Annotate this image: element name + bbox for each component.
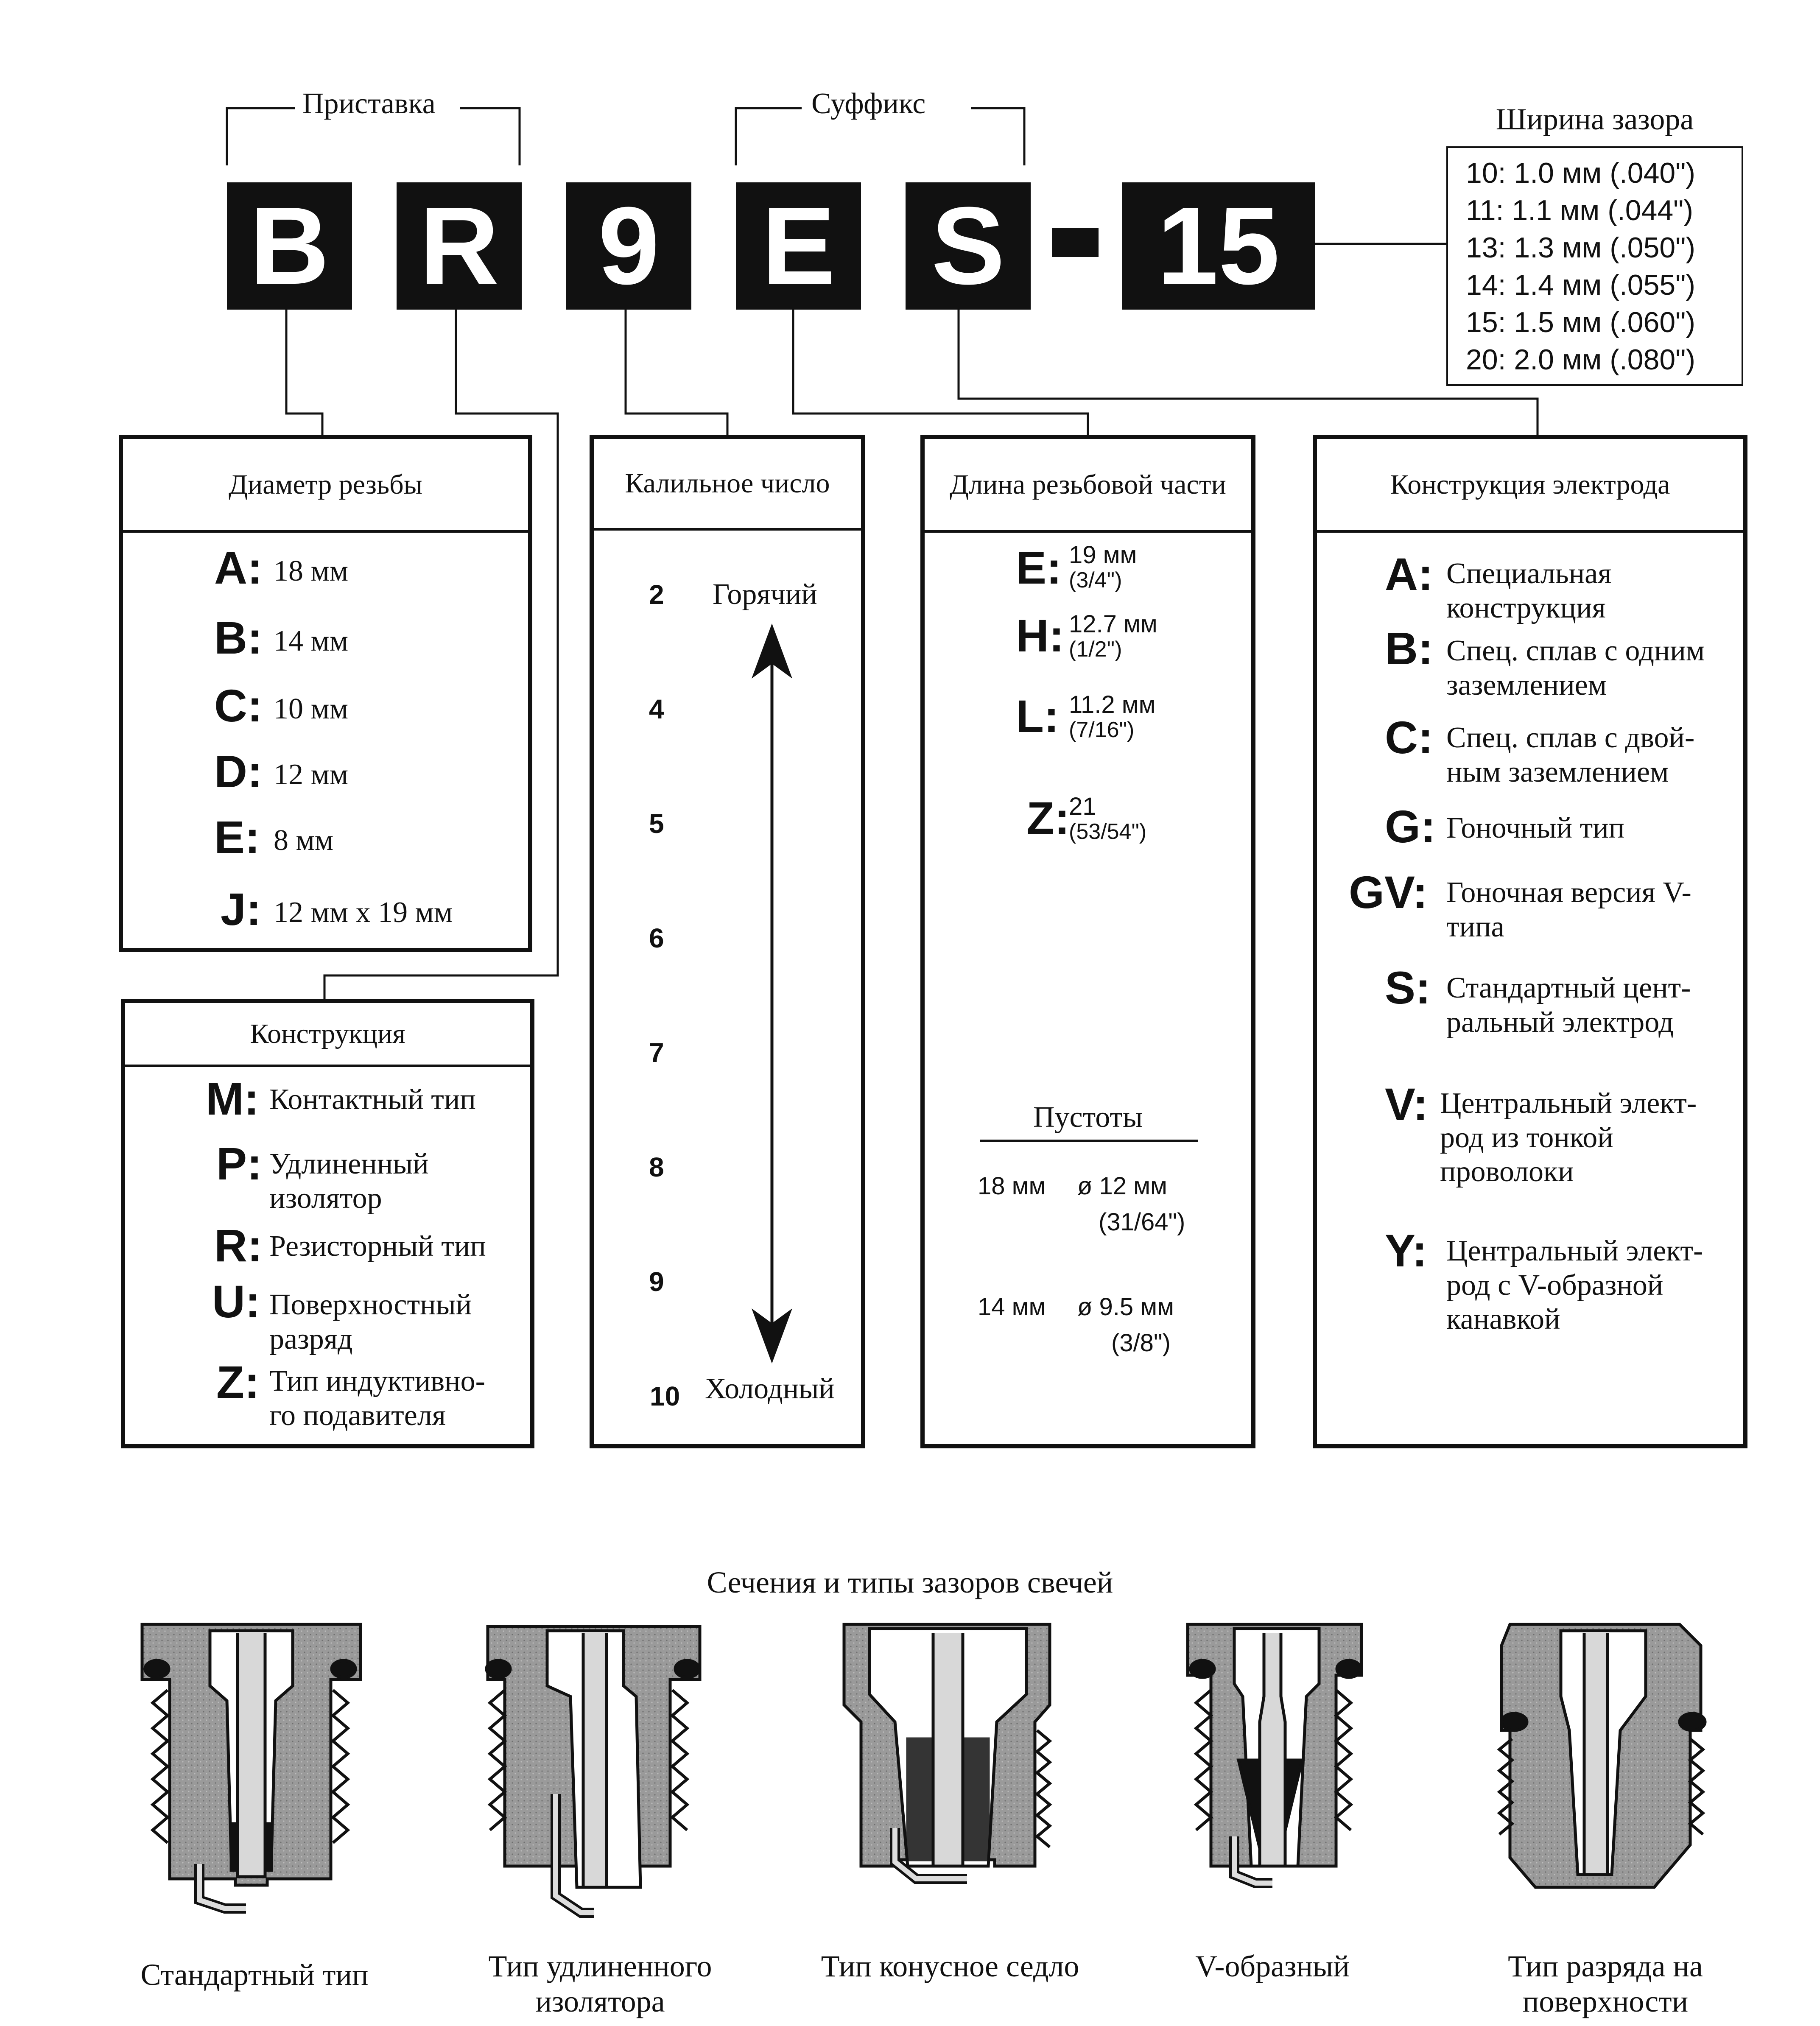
electrode-text: Спец. сплав с одним заземлением <box>1446 634 1705 701</box>
construction-code: Z: <box>216 1356 260 1408</box>
construction-title: Конструкция <box>125 1003 530 1067</box>
code-char-s: S <box>906 182 1031 310</box>
electrode-code: V: <box>1385 1079 1429 1130</box>
reach-code: Z: <box>1026 792 1070 844</box>
diameter-text: 10 мм <box>274 693 349 725</box>
construction-code: M: <box>206 1073 259 1124</box>
code-char-r: R <box>397 182 522 310</box>
gap-row: 15: 1.5 мм (.060") <box>1466 306 1696 338</box>
reach-mm: 12.7 мм <box>1069 610 1157 638</box>
reach-mm: 21 <box>1069 793 1096 820</box>
construction-code: P: <box>216 1138 262 1189</box>
electrode-code: S: <box>1385 962 1431 1013</box>
heat-number: 4 <box>649 694 664 724</box>
construction-text: Контактный тип <box>269 1083 476 1116</box>
plug-surface-discharge <box>1499 1624 1705 1887</box>
heat-number: 7 <box>649 1037 664 1068</box>
reach-inch: (1/2") <box>1069 637 1122 662</box>
heat-number: 8 <box>649 1152 664 1182</box>
gap-row: 10: 1.0 мм (.040") <box>1466 157 1696 189</box>
reach-mm: 19 мм <box>1069 541 1137 569</box>
code-char-b: B <box>227 182 352 310</box>
caption-standard: Стандартный тип <box>140 1958 369 1992</box>
reach-mm: 11.2 мм <box>1069 691 1156 718</box>
thread-diameter-title: Диаметр резьбы <box>123 439 528 533</box>
hollow-b: ø 12 мм <box>1077 1172 1167 1200</box>
hollow-inch: (31/64") <box>1099 1208 1185 1236</box>
heat-hot-label: Горячий <box>713 578 817 611</box>
hollow-a: 18 мм <box>978 1172 1046 1200</box>
heat-number: 6 <box>649 923 664 953</box>
gap-row: 11: 1.1 мм (.044") <box>1466 194 1693 226</box>
plug-v-shaped <box>1188 1624 1362 1883</box>
heat-number: 2 <box>649 579 664 610</box>
diameter-code: B: <box>214 612 263 663</box>
code-char-9: 9 <box>566 182 691 310</box>
prefix-label: Приставка <box>295 87 443 121</box>
code-char-e: E <box>736 182 861 310</box>
electrode-text: Гоночная версия V-типа <box>1446 876 1691 943</box>
reach-code: E: <box>1016 542 1062 593</box>
diameter-code: A: <box>214 542 263 593</box>
gap-row: 14: 1.4 мм (.055") <box>1466 269 1696 301</box>
construction-code: U: <box>212 1276 260 1327</box>
diameter-text: 8 мм <box>274 824 334 857</box>
caption-surface: Тип разряда на поверхности <box>1508 1949 1703 2018</box>
electrode-code: A: <box>1385 548 1433 600</box>
electrode-text: Специальная конструкция <box>1446 557 1612 624</box>
heat-range-title: Калильное число <box>594 439 861 531</box>
diameter-code: D: <box>214 746 263 797</box>
electrode-text: Спец. сплав с двой-ным заземлением <box>1446 721 1695 788</box>
construction-text: Резисторный тип <box>269 1230 486 1263</box>
code-gap: 15 <box>1122 182 1315 310</box>
electrode-text: Центральный элект-род с V-образной канавкой <box>1446 1235 1703 1336</box>
electrode-text: Стандартный цент-ральный электрод <box>1446 972 1691 1039</box>
diameter-text: 14 мм <box>274 625 349 657</box>
diameter-code: C: <box>214 680 263 731</box>
gap-width-title: Ширина зазора <box>1496 102 1694 136</box>
plug-standard <box>142 1624 361 1909</box>
caption-extended: Тип удлиненного изолятора <box>488 1949 712 2018</box>
heat-cold-label: Холодный <box>705 1372 835 1405</box>
sections-title: Сечения и типы зазоров свечей <box>707 1565 1113 1599</box>
gap-row: 13: 1.3 мм (.050") <box>1466 232 1696 264</box>
hollow-title: Пустоты <box>1033 1101 1143 1134</box>
diameter-code: E: <box>214 811 260 863</box>
diameter-text: 12 мм х 19 мм <box>274 896 453 929</box>
reach-inch: (53/54") <box>1069 819 1147 844</box>
reach-inch: (3/4") <box>1069 568 1122 592</box>
construction-text: Поверхностный разряд <box>269 1288 472 1355</box>
reach-title: Длина резьбовой части <box>925 439 1251 533</box>
electrode-code: B: <box>1385 623 1433 674</box>
heat-number: 10 <box>650 1381 680 1411</box>
reach-code: L: <box>1016 690 1059 742</box>
electrode-code: GV: <box>1349 866 1428 918</box>
electrode-code: G: <box>1385 801 1436 852</box>
electrode-code: C: <box>1385 712 1433 763</box>
hollow-b: ø 9.5 мм <box>1077 1293 1174 1321</box>
hollow-a: 14 мм <box>978 1293 1046 1321</box>
electrode-text: Гоночный тип <box>1446 812 1625 844</box>
gap-row: 20: 2.0 мм (.080") <box>1466 344 1696 376</box>
caption-v-shaped: V-образный <box>1195 1949 1350 1983</box>
hollow-inch: (3/8") <box>1111 1329 1171 1357</box>
diameter-text: 18 мм <box>274 555 349 587</box>
heat-number: 5 <box>649 808 664 839</box>
plug-tapered-seat <box>844 1624 1050 1879</box>
construction-text: Удлиненный изолятор <box>269 1148 429 1215</box>
diameter-code: J: <box>221 883 262 935</box>
suffix-label: Суффикс <box>804 87 933 121</box>
construction-text: Тип индуктивно-го подавителя <box>269 1365 485 1432</box>
reach-inch: (7/16") <box>1069 718 1135 742</box>
electrode-text: Центральный элект-род из тонкой проволоки <box>1440 1087 1697 1188</box>
caption-tapered: Тип конусное седло <box>821 1949 1079 1983</box>
reach-code: H: <box>1016 610 1064 661</box>
electrode-code: Y: <box>1385 1225 1427 1276</box>
electrode-title: Конструкция электрода <box>1317 439 1743 533</box>
diameter-text: 12 мм <box>274 758 349 791</box>
construction-code: R: <box>214 1220 263 1271</box>
heat-number: 9 <box>649 1266 664 1297</box>
plug-extended-insulator <box>486 1626 700 1913</box>
